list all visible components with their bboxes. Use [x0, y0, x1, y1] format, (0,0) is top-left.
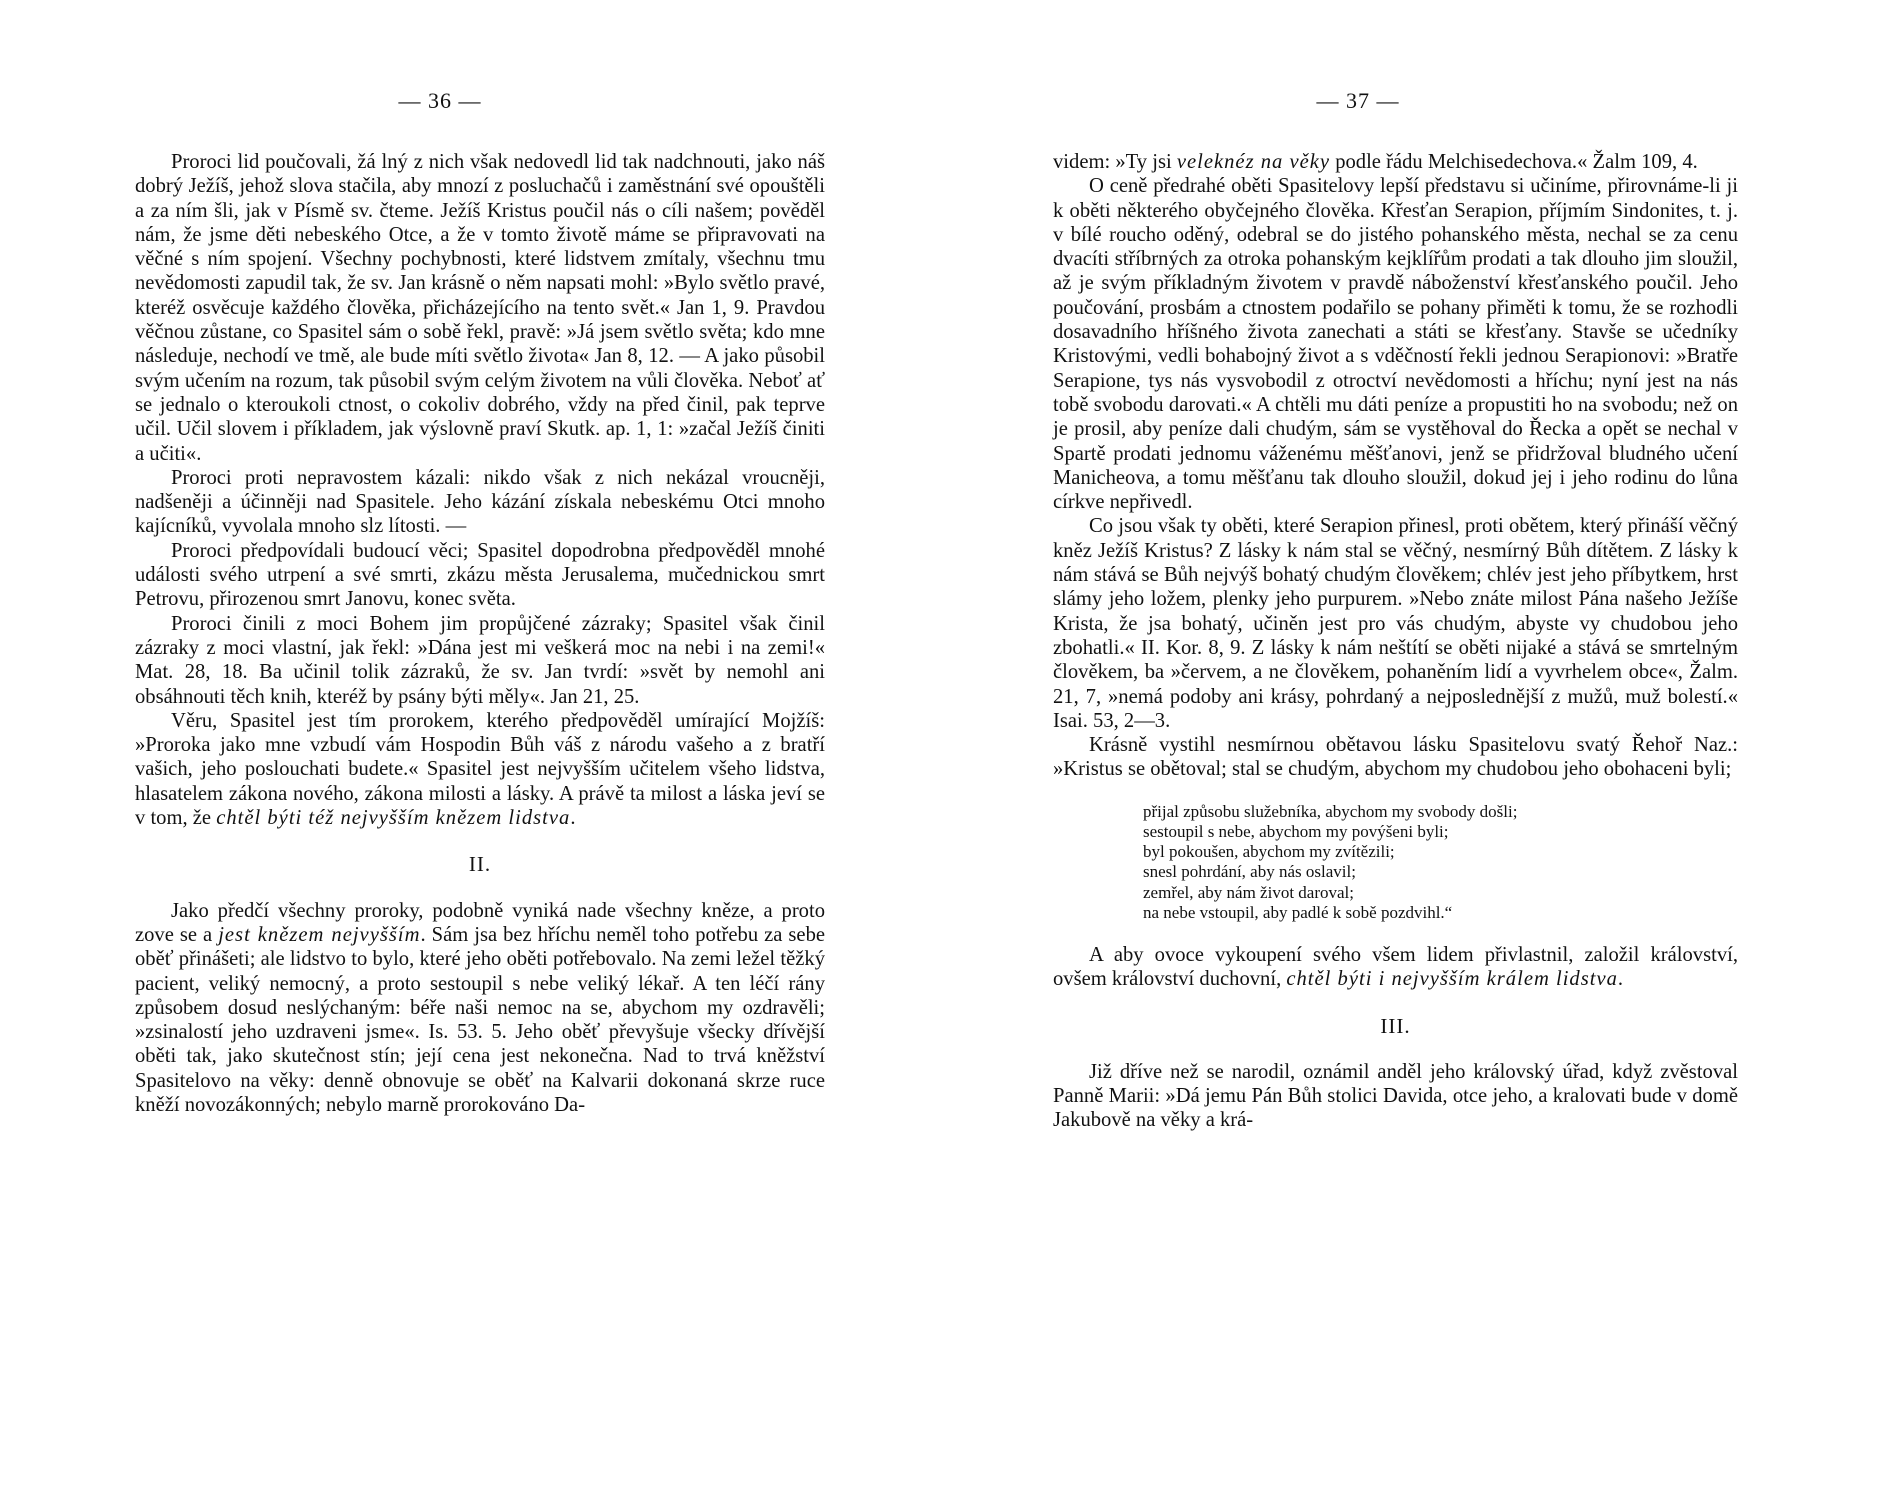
emphasized-text: jest knězem nejvyšším	[218, 923, 421, 946]
verse-line: snesl pohrdání, aby nás oslavil;	[1143, 862, 1356, 882]
right-page	[943, 0, 1886, 1500]
paragraph-text: A aby ovoce vykoupení svého všem lidem přivlastnil, založil království, ovšem království duchovní,	[1053, 943, 1738, 991]
paragraph	[1053, 943, 1738, 992]
page-number-left: — 36 —	[398, 88, 482, 113]
paragraph-text: . Sám jsa bez hříchu neměl toho potřebu za sebe oběť přinášeti; ale lidstvo to bylo, které jeho oběti potřebovalo. Na zemi ležel těžký pacient, veliký nemocný, a proto sestoupil s nebe veliký lékař. A ten léčí rány způsobem dosud neslýchaným: béře naši nemoc na se, abychom my ozdravěli; »zsinalostí jeho uzdraveni jsme«. Is. 53. 5. Jeho oběť převyšuje všecky dřívější oběti tak, jako skutečnost stín; její cena jest nekonečna. Nad to trvá kněžství Spasitelovo na věky: denně obnovuje se oběť na Kalvarii dokonaná skrze ruce kněží novozákonných; nebylo marně prorokováno Da-	[135, 923, 826, 1116]
paragraph: Proroci lid poučovali, žá lný z nich však nedovedl lid tak nadchnouti, jako náš dobrý Ježíš, jehož slova stačila, aby mnozí z posluchačů i zaměstnání své opouštěli a za ním šli, jak v Písmě sv. čteme. Ježíš Kristus poučil nás o cíli našem; pověděl nám, že jsme děti nebeského Otce, a že v tomto životě máme se připravovati na věčné s ním spojení. Všechny pochybnosti, které lidstvem zmítaly, všechnu tmu nevědomosti zapudil tak, že sv. Jan krásně o něm napsati mohl: »Bylo světlo pravé, kteréž osvěcuje každého člověka, přicházejícího na tento svět.« Jan 1, 9. Pravdou věčnou zůstane, co Spasitel sám o sobě řekl, pravě: »Já jsem světlo světa; kdo mne následuje, nechodí ve tmě, ale bude míti světlo života« Jan 8, 12. — A jako působil svým učením na rozum, tak působil svým celým životem na vůli člověka. Neboť ať se jednalo o kteroukoli ctnost, o cokoliv dobrého, vždy na před činil, pak teprve učil. Učil slovem i příkladem, jak výslovně praví Skutk. ap. 1, 1: »začal Ježíš činiti a učiti«.	[135, 151, 825, 465]
paragraph: O ceně předrahé oběti Spasitelovy lepší představu si učiníme, přirovnáme-li ji k oběti některého obyčejného člověka. Křesťan Serapion, příjmím Sindonites, t. j. v bílé roucho oděný, odebral se do jistého pohanského města, nechal se za cenu dvacíti stříbrných za otroka pohanským kejklířům prodati a tak dlouho jim sloužil, až je svým příkladným životem v pravdě náboženství křesťanského poučil. Jeho poučování, prosbám a ctnostem podařilo se pohany přiměti k tomu, že se rozhodli dosavadního hříšného života zanechati a státi se křesťany. Stavše se učedníky Kristovými, vedli bohabojný život a s vděčností řekli jednou Serapionovi: »Bratře Serapione, tys nás vysvobodil z otroctví nevědomosti a hříchu; nyní jest na nás tobě svobodu darovati.« A chtěli mu dáti peníze a propustiti ho na svobodu; než on je prosil, aby peníze dali chudým, sám se vystěhoval do Řecka a opět se nechal v Spartě prodati jednomu váženému měšťanovi, jenž se přidržoval bludného učení Manicheova, a tomu měšťanu tak dlouho sloužil, dokud jej i jeho rodinu do lůna církve nepřivedl.	[1053, 175, 1738, 514]
emphasized-text: chtěl býti i nejvyšším králem lidstva	[1286, 968, 1618, 991]
paragraph-text: .	[570, 807, 576, 830]
page-number-right: — 37 —	[1316, 88, 1400, 113]
left-text-column	[135, 150, 825, 1117]
paragraph-text: Jako předčí všechny proroky, podobně vyniká nade všechny kněze, a proto zove se a	[135, 899, 825, 946]
paragraph: Co jsou však ty oběti, které Serapion přinesl, proti obětem, který přináší věčný kněz Ježíš Kristus? Z lásky k nám stal se věčný, nesmírný Bůh dítětem. Z lásky k nám stává se Bůh nejvýš bohatý chudým člověkem; chlév jest jeho příbytkem, hrst slámy jeho ložem, plenky jeho purpurem. »Nebo znáte milost Pána našeho Ježíše Krista, že jsa bohatý, učiněn jest pro vás chudým, abyste vy chudobou jeho zbohatli.« II. Kor. 8, 9. Z lásky k nám neštítí se oběti nijaké a stává se smrtelným člověkem, ba »červem, a ne člověkem, pohaněním lidí a vyvrhelem obce«, Žalm. 21, 7, »nemá podoby ani krásy, pohrdaný a nejposlednější z mužů, muž bolestí.« Isai. 53, 2—3.	[1053, 515, 1738, 732]
quoted-verse	[1143, 802, 1738, 923]
emphasized-text: veleknéz na věky	[1176, 151, 1331, 173]
paragraph-text: Věru, Spasitel jest tím prorokem, kterého předpověděl umírající Mojžíš: »Proroka jako mne vzbudí vám Hospodin Bůh váš z národu vašeho a z bratří vašich, jeho poslouchati budete.« Spasitel jest nejvyšším učitelem všeho lidstva, hlasatelem zákona nového, zákona milosti a lásky. A právě ta milost a láska jeví se v tom, že	[135, 709, 825, 830]
paragraph: Krásně vystihl nesmírnou obětavou lásku Spasitelovu svatý Řehoř Naz.: »Kristus se obětoval; stal se chudým, abychom my chudobou jeho obohaceni byli;	[1053, 734, 1738, 781]
paragraph: Proroci předpovídali budoucí věci; Spasitel dopodrobna předpověděl mnohé události svého utrpení a své smrti, zkázu města Jerusalema, mučednickou smrt Petrovu, přirozenou smrt Janovu, konec světa.	[135, 539, 825, 611]
paragraph-text: .	[1617, 968, 1624, 991]
verse-line: zemřel, aby nám život daroval;	[1143, 882, 1354, 902]
verse-line: na nebe vstoupil, aby padlé k sobě pozdvihl.“	[1143, 902, 1453, 922]
paragraph: Proroci proti nepravostem kázali: nikdo však z nich nekázal vroucněji, nadšeněji a účinněji nad Spasitele. Jeho kázání získala nebeskému Otci mnoho kajícníků, vyvolala mnoho slz lítosti. —	[135, 466, 825, 538]
section-heading-ii: II.	[468, 852, 492, 877]
paragraph	[1053, 150, 1738, 174]
section-heading-iii: III.	[1380, 1013, 1411, 1038]
paragraph: Proroci činili z moci Bohem jim propůjčené zázraky; Spasitel však činil zázraky z moci vlastní, jak řekl: »Dána jest mi veškerá moc na nebi i na zemi!« Mat. 28, 18. Ba učinil tolik zázraků, že sv. Jan tvrdí: »svět by nemohl ani obsáhnouti těch knih, kteréž by psány býti měly«. Jan 21, 25.	[135, 612, 825, 708]
verse-line: sestoupil s nebe, abychom my povýšeni byli;	[1143, 821, 1449, 841]
paragraph	[135, 899, 825, 1118]
right-text-column	[1053, 150, 1738, 1133]
paragraph-text: videm: »Ty jsi	[1053, 151, 1177, 173]
emphasized-text: chtěl býti též nejvyšším knězem lidstva	[216, 807, 571, 830]
paragraph: Již dříve než se narodil, oznámil anděl jeho královský úřad, když zvěstoval Panně Marii: »Dá jemu Pán Bůh stolici Davida, otce jeho, a kralovati bude v domě Jakubově na věky a krá-	[1053, 1060, 1738, 1132]
verse-line: přijal způsobu služebníka, abychom my svobody došli;	[1143, 801, 1518, 821]
paragraph	[135, 709, 825, 830]
paragraph-text: podle řádu Melchisedechova.« Žalm 109, 4.	[1330, 151, 1698, 173]
verse-line: byl pokoušen, abychom my zvítězili;	[1143, 842, 1395, 862]
